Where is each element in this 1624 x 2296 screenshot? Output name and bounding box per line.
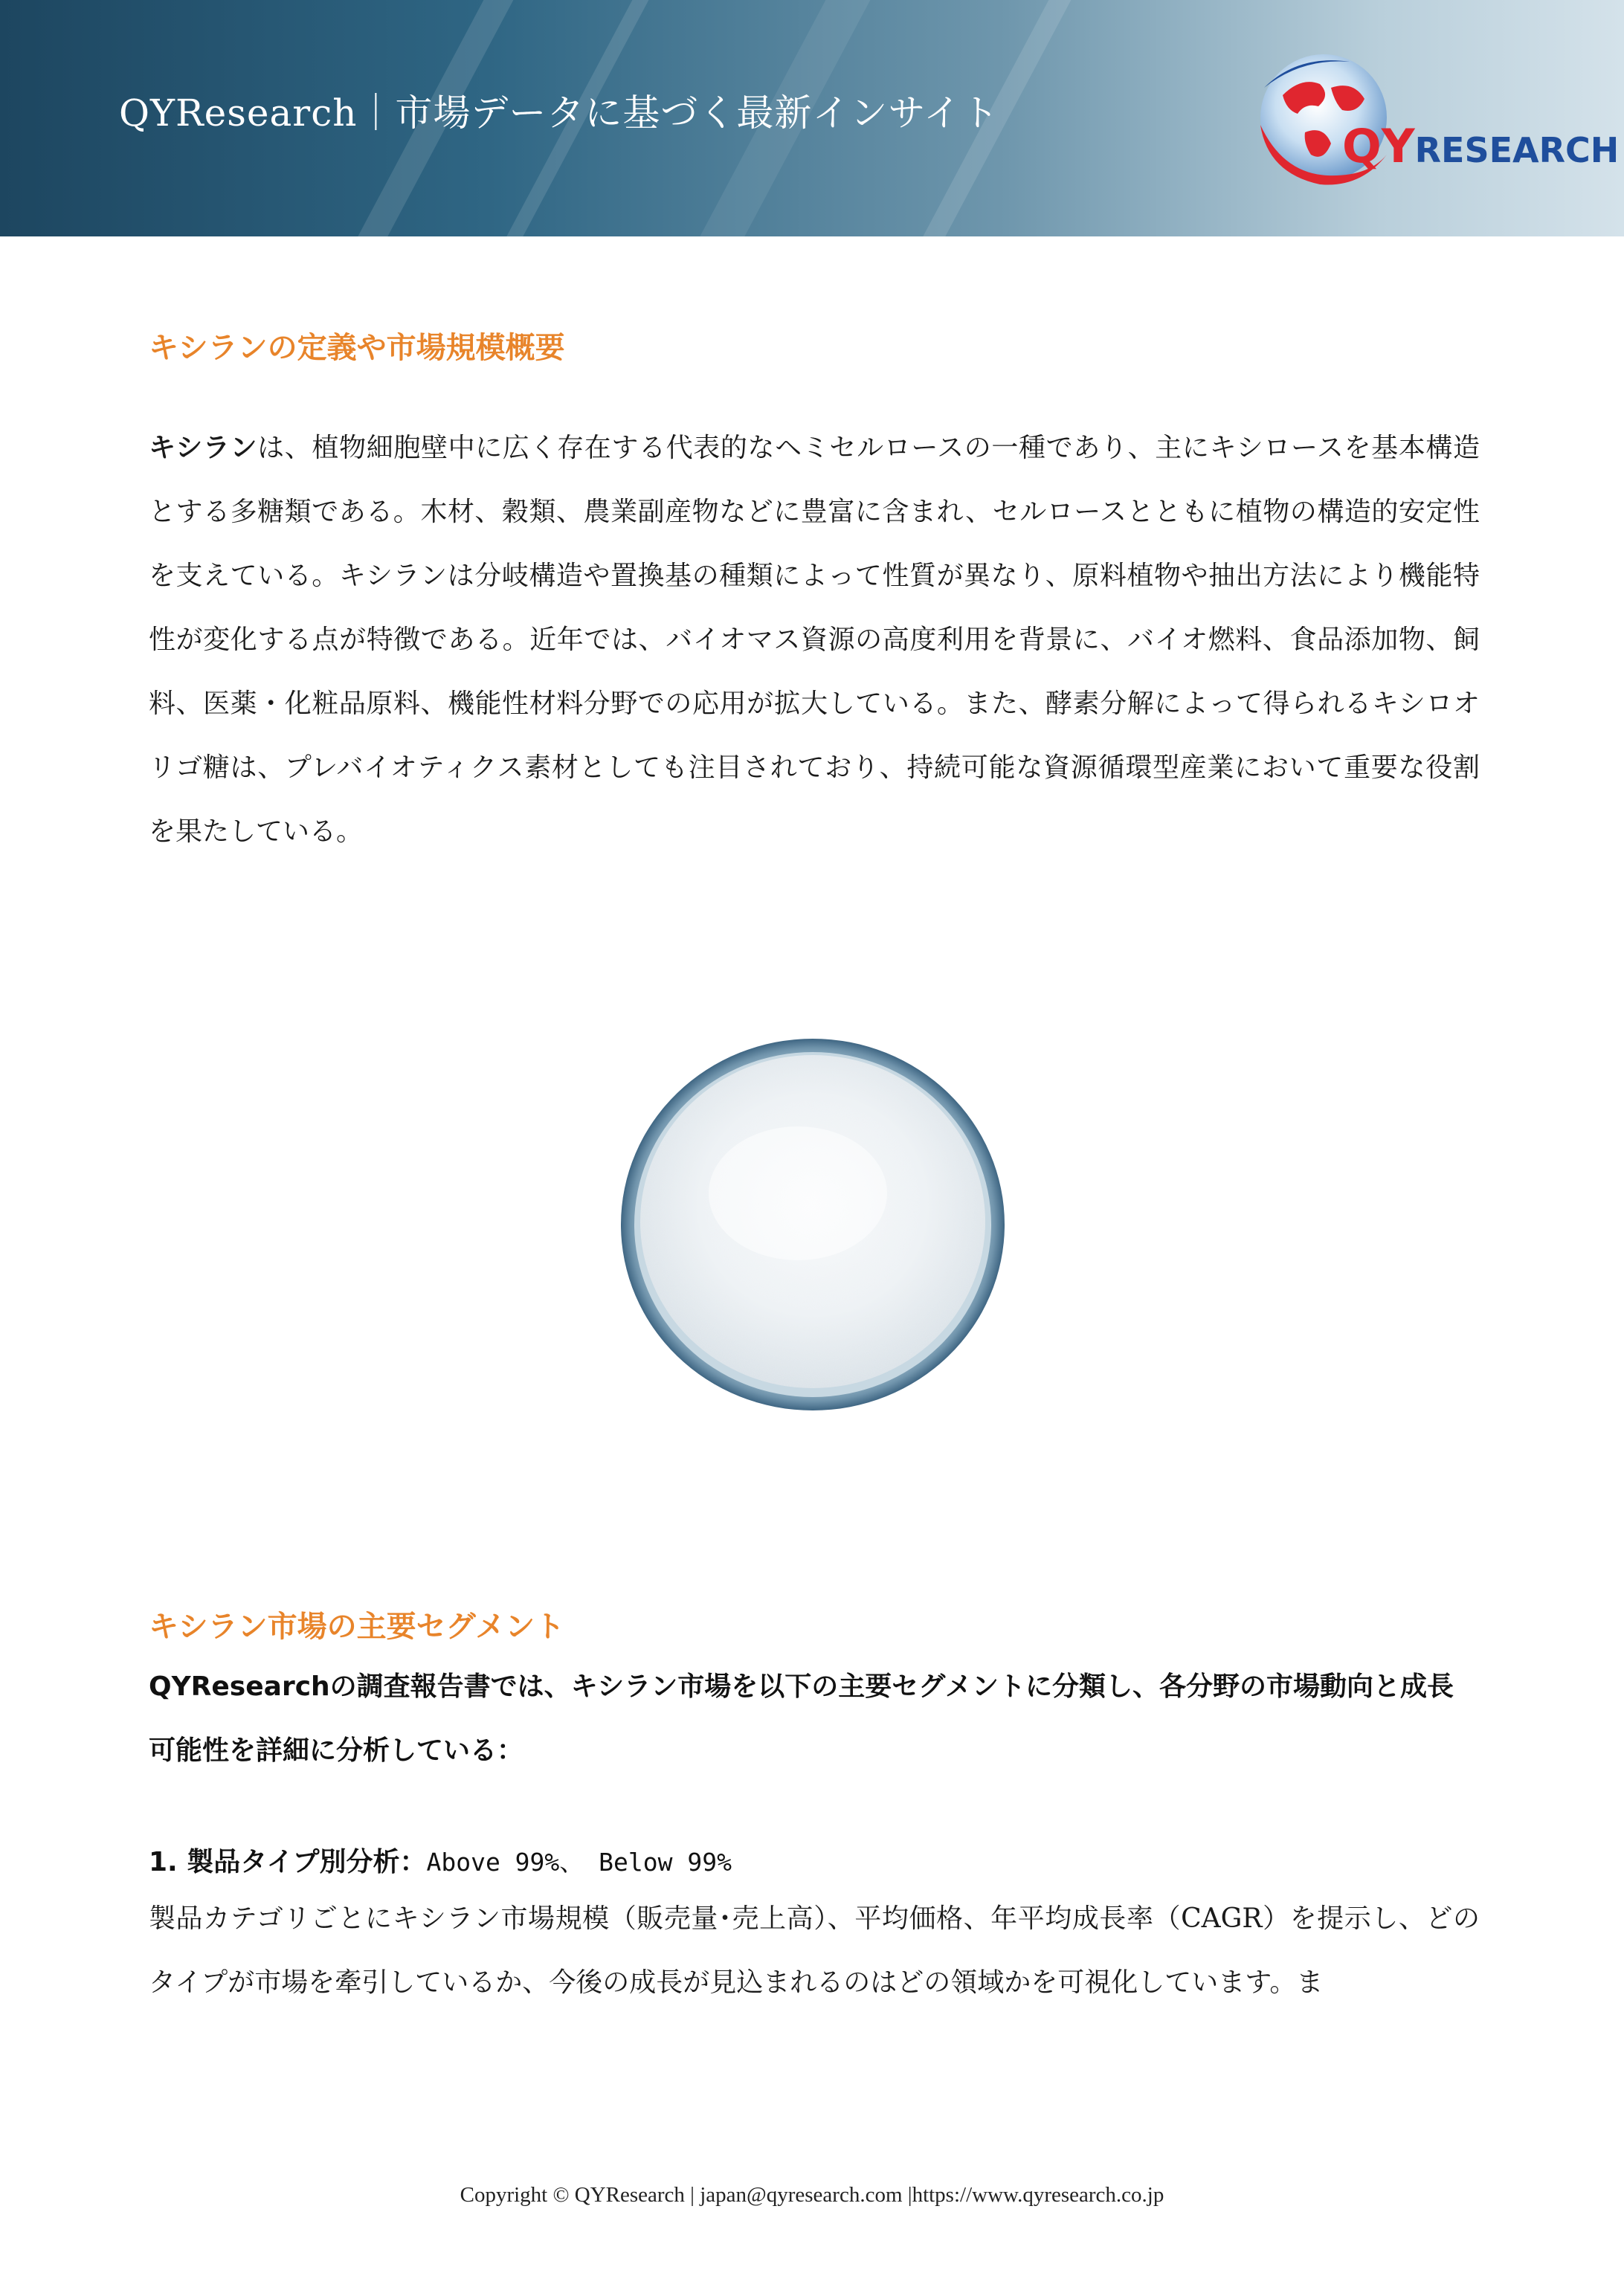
list-item-values: Above 99%、 Below 99% (426, 1848, 732, 1877)
petri-dish-illustration (541, 1030, 1084, 1416)
segments-intro: QYResearchの調査報告書では、キシラン市場を以下の主要セグメントに分類し、各分野の市場動向と成長可能性を詳細に分析している： (149, 1671, 1454, 1766)
section-heading-segments: キシラン市場の主要セグメント (149, 1610, 565, 1644)
product-type-description: 製品カテゴリごとにキシラン市場規模（販売量･売上高）、平均価格、年平均成長率（CAGR）を提示し、どのタイプが市場を牽引しているか、今後の成長が見込まれるのはどの領域かを可視化しています。ま (149, 1903, 1480, 1998)
lead-term: キシラン (149, 433, 258, 463)
header-banner (0, 0, 1624, 236)
qyresearch-logo (1231, 43, 1620, 199)
definition-body: は、植物細胞壁中に広く存在する代表的なヘミセルロースの一種であり、主にキシロースを基本構造とする多糖類である。木材、穀類、農業副産物などに豊富に含まれ、セルロースとともに植物の構造的安定性を支えている。キシランは分岐構造や置換基の種類によって性質が異なり、原料植物や抽出方法により機能特性が変化する点が特徴である。近年では、バイオマス資源の高度利用を背景に、バイオ燃料、食品添加物、飼料、医薬・化粧品原料、機能性材料分野での応用が拡大している。また、酵素分解によって得られるキシロオリゴ糖は、プレバイオティクス素材としても注目されており、持続可能な資源循環型産業において重要な役割を果たしている。 (149, 433, 1480, 847)
footer-copyright: Copyright © QYResearch | japan@qyresearch.com |https://www.qyresearch.co.jp (460, 2183, 1164, 2207)
page-title: QYResearch｜市場データに基づく最新インサイト (119, 91, 999, 135)
section-heading-definition: キシランの定義や市場規模概要 (149, 331, 565, 365)
definition-paragraph (149, 416, 1480, 864)
product-image (541, 1030, 1084, 1416)
logo-wordmark: QYRESEARCH (1342, 119, 1620, 173)
list-item-label: 1. 製品タイプ別分析： (149, 1847, 427, 1877)
list-item-product-type (149, 1841, 732, 1879)
